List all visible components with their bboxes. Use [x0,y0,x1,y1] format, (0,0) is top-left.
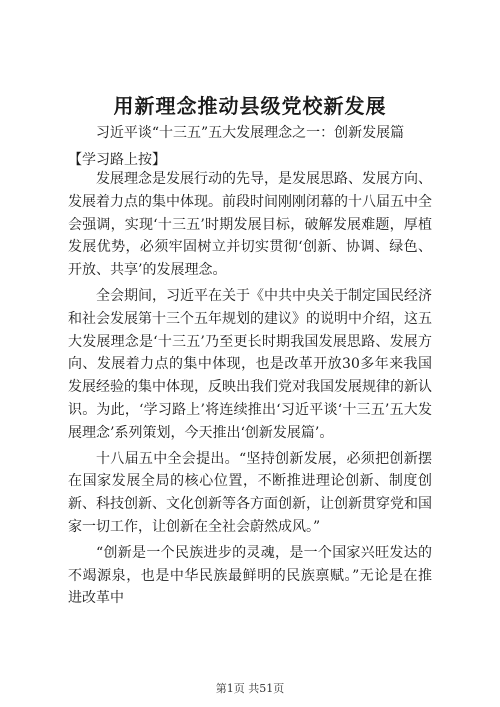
paragraph: 十八届五中全会提出。“坚持创新发展，必须把创新摆在国家发展全局的核心位置，不断推进理论创新、制度创新、科技创新、文化创新等各方面创新，让创新贯穿党和国家一切工作，让创新在全社会蔚然成风。” [68,450,432,535]
paragraph: 全会期间，习近平在关于《中共中央关于制定国民经济和社会发展第十三个五年规划的建议》的说明中介绍，这五大发展理念是‘十三五’乃至更长时期我国发展思路、发展方向、发展着力点的集中体现，也是改革开放30多年来我国发展经验的集中体现，反映出我们党对我国发展规律的新认识。为此，‘学习路上’将连续推出‘习近平谈‘十三五’五大发展理念’系列策划，今天推出‘创新发展篇’。 [68,287,432,441]
document-subtitle: 习近平谈“十三五”五大发展理念之一：创新发展篇 [95,125,405,141]
section-tag: 【学习路上按】 [68,152,166,168]
paragraph: 发展理念是发展行动的先导，是发展思路、发展方向、发展着力点的集中体现。前段时间刚刚闭幕的十八届五中全会强调，实现‘十三五’时期发展目标，破解发展难题，厚植发展优势，必须牢固树立并切实贯彻‘创新、协调、绿色、开放、共享’的发展理念。 [68,171,432,279]
document-body [68,168,432,613]
document-title: 用新理念推动县级党校新发展 [113,94,387,118]
paragraph: “创新是一个民族进步的灵魂，是一个国家兴旺发达的不竭源泉，也是中华民族最鲜明的民族禀赋。”无论是在推进改革中 [68,544,432,607]
page-footer: 第1页 共51页 [215,682,285,695]
